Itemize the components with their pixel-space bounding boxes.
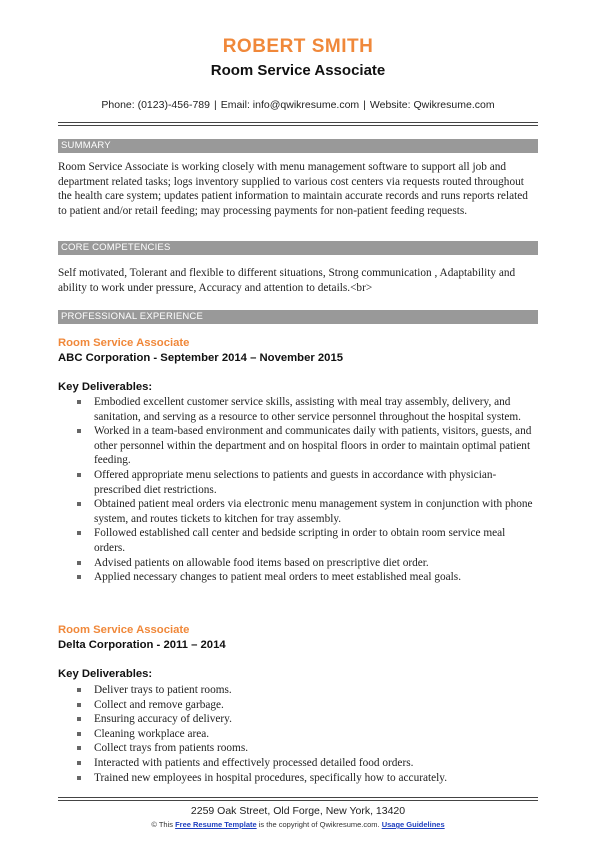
bullet-icon	[77, 531, 81, 535]
competencies-text: Self motivated, Tolerant and flexible to different situations, Strong communication , Adaptability and ability to work under pressure, Accuracy and attention to details.<br>	[58, 267, 516, 294]
footer-copy-middle: is the copyright of Qwikresume.com.	[256, 820, 382, 829]
list-item	[58, 698, 538, 713]
list-item	[58, 526, 538, 555]
contact-website: Website: Qwikresume.com	[369, 99, 495, 111]
job-title: Room Service Associate	[58, 624, 190, 636]
list-item-text: Followed established call center and bedside scripting in order to obtain room service meal orders.	[94, 527, 506, 554]
bullet-icon	[77, 429, 81, 433]
list-item-text: Applied necessary changes to patient meal orders to meet established meal goals.	[94, 571, 462, 584]
list-item-text: Worked in a team-based environment and communicates daily with patients, visitors, guests, and other personnel within the department and on hospital floors in order to maintain optimal patient feeding.	[94, 425, 532, 467]
list-item-text: Deliver trays to patient rooms.	[94, 684, 232, 696]
list-item	[58, 424, 538, 468]
contact-phone: Phone: (0123)-456-789	[101, 99, 210, 111]
key-deliverables-label: Key Deliverables:	[58, 381, 153, 393]
list-item	[58, 683, 538, 698]
list-item	[58, 727, 538, 742]
contact-line	[58, 99, 538, 111]
key-deliverables-label: Key Deliverables:	[58, 668, 153, 680]
section-title-summary: SUMMARY	[61, 140, 111, 151]
list-item	[58, 468, 538, 497]
list-item	[58, 712, 538, 727]
list-item	[58, 756, 538, 771]
bullet-icon	[77, 761, 81, 765]
candidate-name: ROBERT SMITH	[222, 36, 374, 57]
job-title: Room Service Associate	[58, 337, 190, 349]
usage-guidelines-link[interactable]: Usage Guidelines	[381, 820, 445, 829]
footer-divider	[58, 797, 538, 801]
list-item-text: Ensuring accuracy of delivery.	[94, 713, 232, 726]
bullet-icon	[77, 400, 81, 404]
list-item	[58, 741, 538, 756]
candidate-title: Room Service Associate	[210, 62, 386, 79]
section-header-summary	[58, 139, 538, 153]
section-header-experience	[58, 310, 538, 324]
list-item	[58, 395, 538, 424]
footer-copy-prefix: © This	[151, 820, 176, 829]
bullet-icon	[77, 703, 81, 707]
bullet-icon	[77, 717, 81, 721]
section-header-competencies	[58, 241, 538, 255]
bullet-icon	[77, 776, 81, 780]
list-item-text: Cleaning workplace area.	[94, 727, 210, 740]
deliverables-list	[58, 395, 538, 585]
footer-copyright	[58, 820, 538, 829]
section-title-experience: PROFESSIONAL EXPERIENCE	[61, 311, 204, 322]
job-company: Delta Corporation - 2011 – 2014	[58, 639, 226, 651]
contact-separator: |	[363, 99, 366, 111]
deliverables-list	[58, 683, 538, 785]
job-company: ABC Corporation - September 2014 – November 2015	[58, 352, 344, 364]
list-item-text: Collect and remove garbage.	[94, 698, 224, 711]
list-item-text: Advised patients on allowable food items based on prescriptive diet order.	[94, 556, 429, 569]
summary-text: Room Service Associate is working closely with menu management software to support all job and department related tasks; logs inventory supplied to various cost centers via requests routed throughout the health care system; updates patient information to maintain accurate records and runs reports related to patient and/or retail feeding; may processing payments for non-patient feeding requests.	[58, 161, 528, 217]
contact-email: Email: info@qwikresume.com	[220, 99, 360, 111]
list-item	[58, 556, 538, 571]
list-item-text: Offered appropriate menu selections to patients and guests in accordance with physician-prescribed diet restrictions.	[94, 468, 497, 496]
bullet-icon	[77, 746, 81, 750]
section-title-competencies: CORE COMPETENCIES	[61, 242, 171, 253]
header-divider	[58, 122, 538, 126]
footer-address: 2259 Oak Street, Old Forge, New York, 13420	[190, 805, 406, 817]
bullet-icon	[77, 473, 81, 477]
bullet-icon	[77, 575, 81, 579]
bullet-icon	[77, 688, 81, 692]
free-resume-template-link[interactable]: Free Resume Template	[175, 820, 257, 829]
contact-separator: |	[213, 99, 217, 111]
list-item	[58, 570, 538, 585]
list-item-text: Collect trays from patients rooms.	[94, 742, 249, 755]
list-item-text: Obtained patient meal orders via electronic menu management system in conjunction with phone system, and routes tickets to kitchen for tray assembly.	[94, 498, 533, 525]
bullet-icon	[77, 732, 81, 736]
list-item	[58, 771, 538, 786]
list-item-text: Trained new employees in hospital procedures, specifically how to accurately.	[94, 771, 448, 784]
bullet-icon	[77, 502, 81, 506]
list-item-text: Embodied excellent customer service skills, assisting with meal tray assembly, delivery, and sanitation, and serving as a resource to other service personnel throughout the hospital system.	[94, 396, 521, 423]
bullet-icon	[77, 561, 81, 565]
list-item-text: Interacted with patients and effectively processed detailed food orders.	[94, 756, 414, 769]
list-item	[58, 497, 538, 526]
